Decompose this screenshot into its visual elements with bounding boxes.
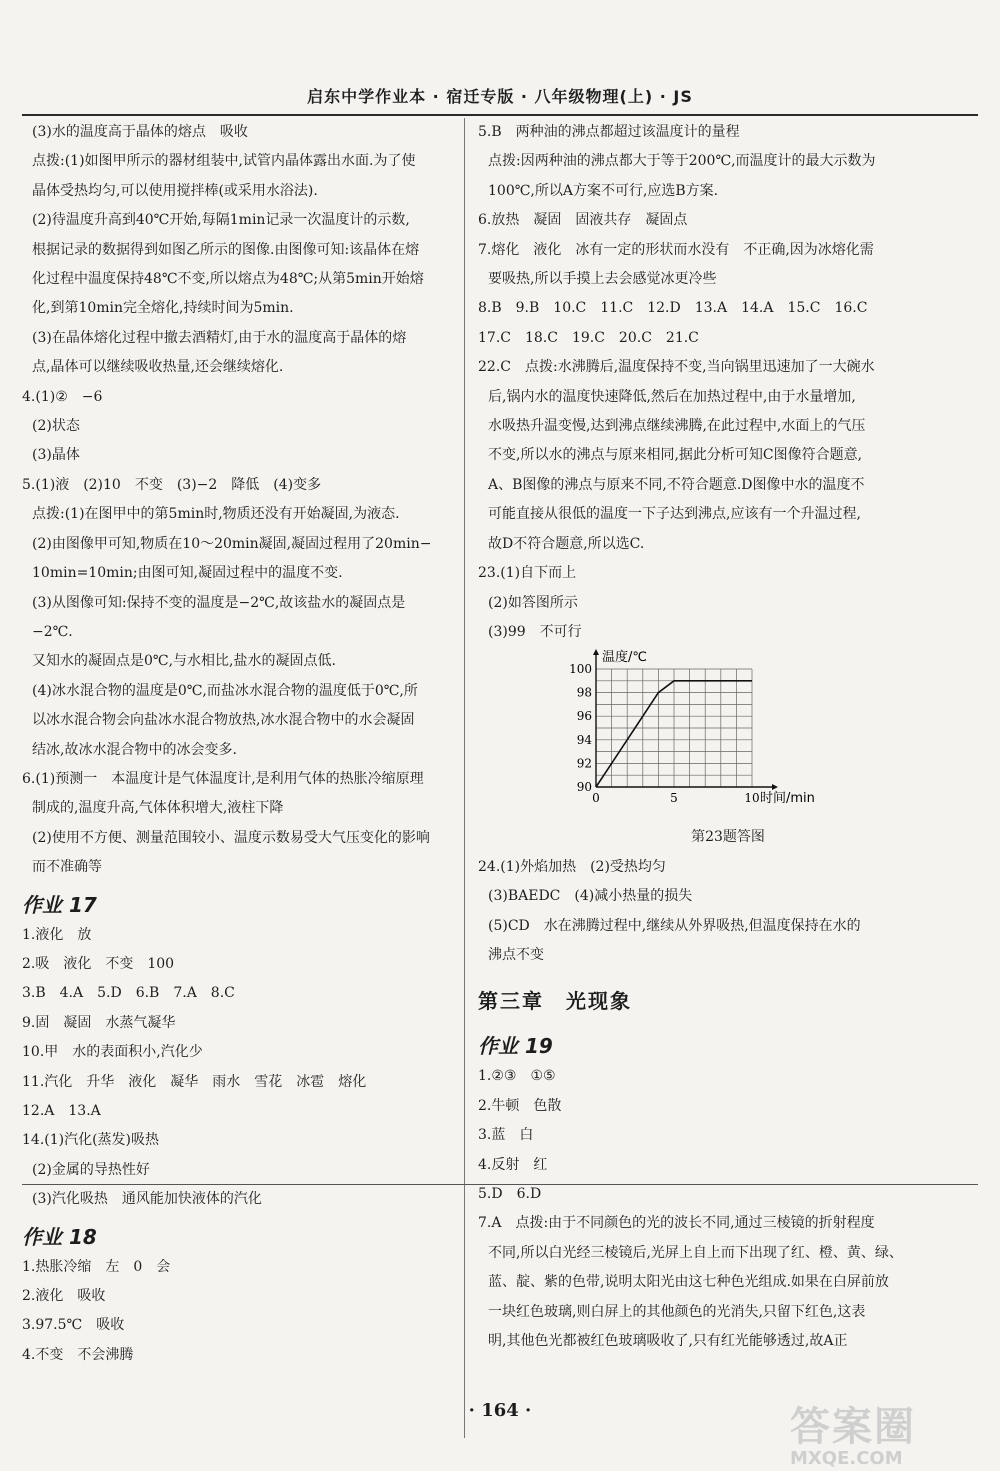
text-line: (2)如答图所示 (488, 594, 578, 611)
text-line: 1.②③ ①⑤ (478, 1068, 556, 1085)
text-line: 化过程中温度保持48℃不变,所以熔点为48℃;从第5min开始熔 (32, 271, 424, 288)
chart-axes (593, 649, 778, 790)
y-tick-label: 94 (576, 733, 592, 748)
text-line: −2℃. (32, 623, 73, 640)
text-line: A、B图像的沸点与原来不同,不符合题意.D图像中水的温度不 (488, 476, 865, 493)
y-axis-label: 温度/℃ (602, 650, 647, 666)
text-line: (3)BAEDC (4)减小热量的损失 (488, 888, 693, 905)
text-line: 23.(1)自下而上 (478, 565, 577, 582)
text-line: 7.A 点拨:由于不同颜色的光的波长不同,通过三棱镜的折射程度 (478, 1215, 875, 1232)
text-line: 5.B 两种油的沸点都超过该温度计的量程 (478, 124, 740, 140)
x-tick-label: 0 (592, 791, 600, 806)
text-line: 3.蓝 白 (478, 1127, 534, 1144)
text-line: 10.甲 水的表面积小,汽化少 (22, 1044, 203, 1061)
text-line: 5.(1)液 (2)10 不变 (3)−2 降低 (4)变多 (22, 476, 322, 493)
x-tick-label: 5 (670, 791, 678, 806)
text-line: 7.熔化 液化 冰有一定的形状而水没有 不正确,因为冰熔化需 (478, 241, 874, 258)
text-line: 点,晶体可以继续吸收热量,还会继续熔化. (32, 359, 284, 376)
text-line: 1.液化 放 (22, 926, 92, 943)
section-heading: 作业 18 (22, 1224, 97, 1249)
text-line: 可能直接从很低的温度一下子达到沸点,应该有一个升温过程, (488, 506, 861, 523)
text-line: 11.汽化 升华 液化 凝华 雨水 雪花 冰雹 熔化 (22, 1073, 367, 1090)
watermark-logo (790, 1395, 980, 1469)
column-divider (464, 118, 465, 1438)
text-line: (3)汽化吸热 通风能加快液体的汽化 (32, 1191, 262, 1208)
text-line: (4)冰水混合物的温度是0℃,而盐冰水混合物的温度低于0℃,所 (32, 682, 418, 699)
text-line: 6.放热 凝固 固液共存 凝固点 (478, 212, 688, 229)
text-line: 2.液化 吸收 (22, 1288, 106, 1305)
watermark-main: 答案圈 (790, 1404, 916, 1450)
chart-grid (596, 669, 752, 787)
text-line: 9.固 凝固 水蒸气凝华 (22, 1014, 176, 1031)
chart-svg (548, 647, 818, 823)
text-line: 5.D 6.D (478, 1185, 542, 1202)
text-line: 以冰水混合物会向盐冰水混合物放热,冰水混合物中的水会凝固 (32, 712, 415, 729)
text-line: 8.B 9.B 10.C 11.C 12.D 13.A 14.A 15.C 16.C (478, 300, 868, 317)
text-line: 3.B 4.A 5.D 6.B 7.A 8.C (22, 985, 235, 1002)
y-tick-label: 92 (576, 756, 592, 771)
text-line: (3)99 不可行 (488, 623, 582, 640)
y-axis-arrow (593, 649, 599, 655)
text-line: 14.(1)汽化(蒸发)吸热 (22, 1132, 160, 1149)
text-line: 要吸热,所以手摸上去会感觉冰更冷些 (488, 271, 717, 288)
text-line: 24.(1)外焰加热 (2)受热均匀 (478, 858, 666, 875)
text-line: 后,锅内水的温度快速降低,然后在加热过程中,由于水量增加, (488, 388, 856, 405)
page-header: 启东中学作业本 · 宿迁专版 · 八年级物理(上) · JS (22, 84, 978, 116)
page-number: · 164 · (468, 1400, 532, 1421)
text-line: 100℃,所以A方案不可行,应选B方案. (488, 182, 719, 199)
text-line: 1.热胀冷缩 左 0 会 (22, 1258, 171, 1275)
text-line: 2.吸 液化 不变 100 (22, 955, 175, 972)
x-axis-arrow (772, 784, 778, 790)
text-line: 不变,所以水的沸点与原来相同,据此分析可知C图像符合题意, (488, 447, 863, 464)
text-line: 点拨:(1)在图甲中的第5min时,物质还没有开始凝固,为液态. (32, 506, 400, 523)
text-line: 3.97.5℃ 吸收 (22, 1317, 125, 1334)
text-line: 蓝、靛、紫的色带,说明太阳光由这七种色光组成.如果在白屏前放 (488, 1274, 889, 1291)
text-line: (3)在晶体熔化过程中撤去酒精灯,由于水的温度高于晶体的熔 (32, 329, 407, 346)
text-line: 10min=10min;由图可知,凝固过程中的温度不变. (32, 565, 343, 582)
text-line: 根据记录的数据得到如图乙所示的图像.由图像可知:该晶体在熔 (32, 241, 420, 258)
text-line: 又知水的凝固点是0℃,与水相比,盐水的凝固点低. (32, 653, 336, 670)
text-line: 故D不符合题意,所以选C. (488, 535, 645, 552)
text-line: 而不准确等 (32, 859, 102, 876)
text-line: 6.(1)预测一 本温度计是气体温度计,是利用气体的热胀冷缩原理 (22, 770, 424, 787)
y-tick-label: 98 (576, 685, 592, 700)
text-line: (5)CD 水在沸腾过程中,继续从外界吸热,但温度保持在水的 (488, 917, 861, 934)
y-tick-label: 96 (576, 709, 592, 724)
text-line: 制成的,温度升高,气体体积增大,液柱下降 (32, 800, 284, 817)
text-line: 不同,所以白光经三棱镜后,光屏上自上而下出现了红、橙、黄、绿、 (488, 1244, 903, 1261)
x-tick-label: 10 (744, 791, 760, 806)
text-line: (3)晶体 (32, 447, 80, 464)
text-line: 2.牛顿 色散 (478, 1097, 562, 1114)
text-line: 4.反射 红 (478, 1156, 548, 1173)
text-line: 17.C 18.C 19.C 20.C 21.C (478, 329, 699, 346)
x-axis-label: 时间/min (760, 791, 815, 807)
figure-caption: 第23题答图 (691, 829, 765, 846)
text-line: 沸点不变 (488, 946, 544, 963)
text-line: 晶体受热均匀,可以使用搅拌棒(或采用水浴法). (32, 182, 318, 199)
text-line: 12.A 13.A (22, 1103, 101, 1119)
y-tick-label: 90 (576, 780, 592, 795)
text-line: (2)由图像甲可知,物质在10～20min凝固,凝固过程用了20min− (32, 535, 432, 552)
text-line: (2)使用不方便、测量范围较小、温度示数易受大气压变化的影响 (32, 829, 430, 846)
y-tick-label: 100 (569, 662, 592, 677)
text-line: 化,到第10min完全熔化,持续时间为5min. (32, 300, 294, 317)
text-line: (2)金属的导热性好 (32, 1161, 150, 1178)
text-line: (3)水的温度高于晶体的熔点 吸收 (32, 124, 248, 140)
chapter-heading: 第三章 光现象 (478, 989, 632, 1014)
text-line: 点拨:(1)如图甲所示的器材组装中,试管内晶体露出水面.为了使 (32, 153, 416, 170)
text-line: 明,其他色光都被红色玻璃吸收了,只有红光能够透过,故A正 (488, 1333, 848, 1349)
left-column (22, 118, 452, 1370)
section-heading: 作业 17 (22, 892, 97, 917)
temperature-time-chart (478, 647, 958, 823)
text-line: 一块红色玻璃,则白屏上的其他颜色的光消失,只留下红色,这表 (488, 1303, 866, 1320)
section-heading: 作业 19 (478, 1034, 553, 1059)
text-line: 结冰,故冰水混合物中的冰会变多. (32, 741, 237, 758)
text-line: 4.(1)② −6 (22, 388, 103, 405)
text-line: (2)待温度升高到40℃开始,每隔1min记录一次温度计的示数, (32, 212, 410, 229)
watermark-sub: MXQE.COM (790, 1448, 903, 1469)
text-line: (3)从图像可知:保持不变的温度是−2℃,故该盐水的凝固点是 (32, 594, 406, 611)
text-line: 4.不变 不会沸腾 (22, 1346, 134, 1363)
text-line: 22.C 点拨:水沸腾后,温度保持不变,当向锅里迅速加了一大碗水 (478, 359, 875, 376)
text-line: (2)状态 (32, 418, 80, 435)
right-column (478, 118, 958, 1356)
text-line: 点拨:因两种油的沸点都大于等于200℃,而温度计的最大示数为 (488, 153, 876, 170)
text-line: 水吸热升温变慢,达到沸点继续沸腾,在此过程中,水面上的气压 (488, 418, 866, 435)
